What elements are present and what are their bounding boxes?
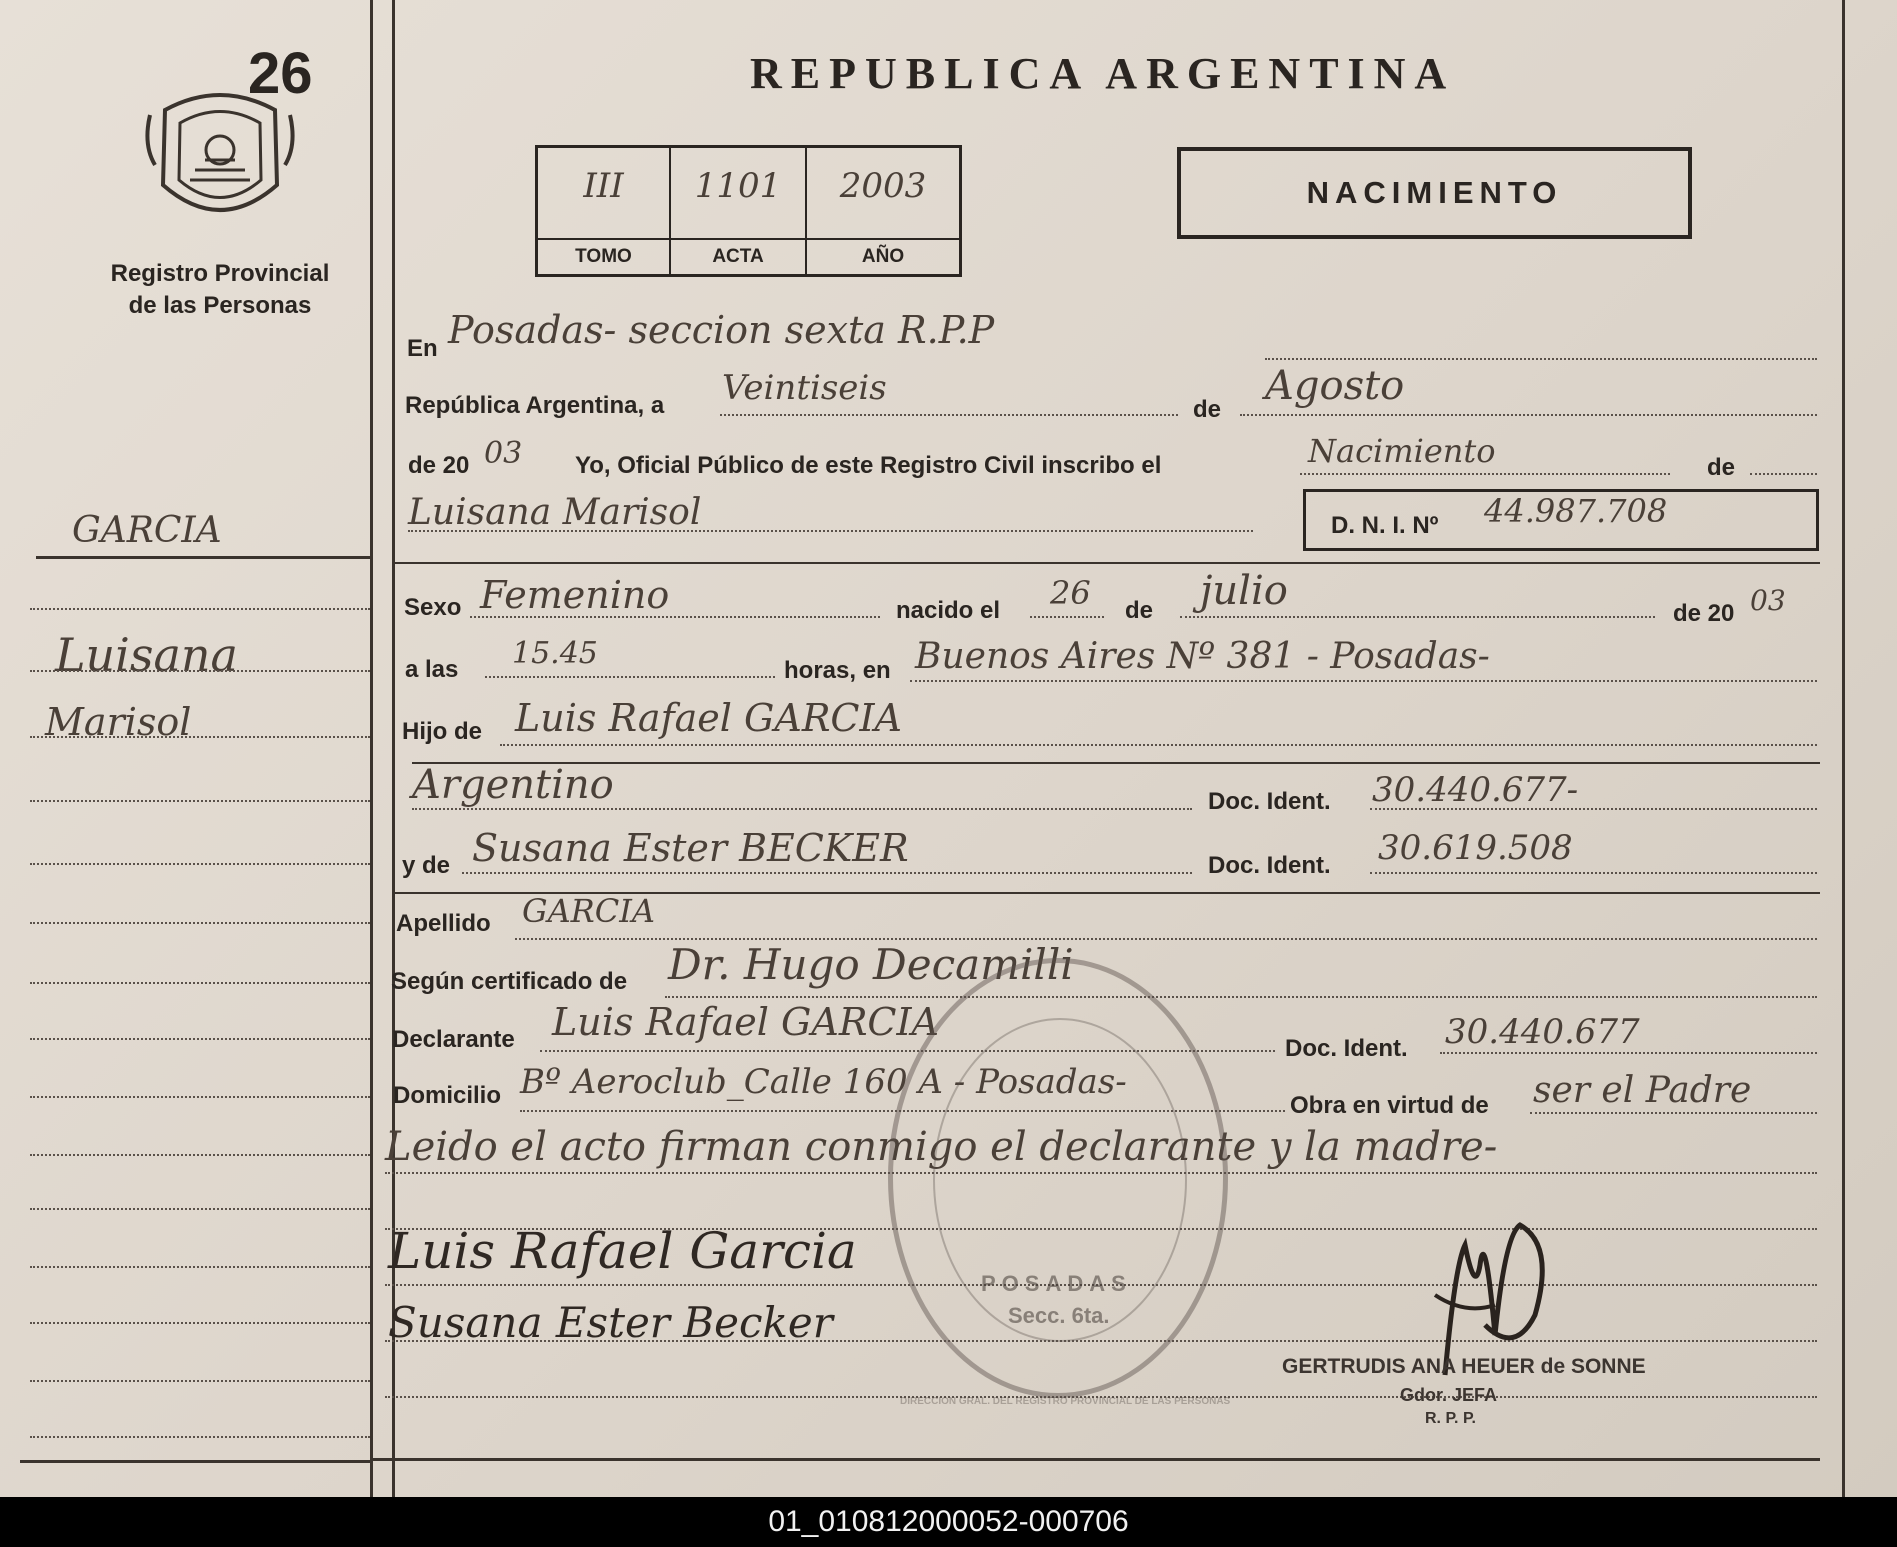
stamp-city: POSADAS <box>981 1271 1132 1296</box>
province-seal-icon <box>145 85 295 230</box>
a-las-line <box>485 676 775 678</box>
anio-label: AÑO <box>861 246 905 267</box>
margin-line <box>30 1154 370 1156</box>
nacido-line <box>1030 616 1104 618</box>
obra-value: ser el Padre <box>1533 1070 1752 1111</box>
padre-doc-label: Doc. Ident. <box>1208 788 1331 815</box>
name-value: Luisana Marisol <box>408 492 702 533</box>
nacido-de-line <box>1180 616 1655 618</box>
name-line <box>408 530 1253 532</box>
de-mes-value: Agosto <box>1265 363 1405 409</box>
hijo-de-label: Hijo de <box>402 718 483 745</box>
obra-label: Obra en virtud de <box>1290 1092 1489 1119</box>
father-signature: Luis Rafael Garcia <box>388 1222 857 1280</box>
registry-name: Registro Provincial de las Personas <box>110 260 330 319</box>
margin-line <box>30 670 370 672</box>
y-de-value: Susana Ester BECKER <box>472 826 909 870</box>
a-las-value: 15.45 <box>512 636 598 671</box>
nacido-de-label: de <box>1125 597 1154 624</box>
certificado-label: Según certificado de <box>391 968 628 995</box>
margin-bottom-rule <box>20 1460 372 1463</box>
margin-line <box>30 922 370 924</box>
de-anio-label: de 20 <box>408 452 470 479</box>
declarante-label: Declarante <box>392 1026 515 1053</box>
dni-value: 44.987.708 <box>1484 492 1668 530</box>
domicilio-label: Domicilio <box>393 1082 502 1109</box>
acta-cell <box>671 148 807 274</box>
en-value: Posadas- seccion sexta R.P.P <box>448 308 995 352</box>
margin-line <box>30 1266 370 1268</box>
yo-line <box>1300 473 1670 475</box>
margin-given-name-1: Luisana <box>55 628 238 682</box>
anio-cell <box>807 148 959 274</box>
padre-doc-value: 30.440.677- <box>1372 770 1579 810</box>
domicilio-value: Bº Aeroclub_Calle 160 A - Posadas- <box>520 1062 1127 1102</box>
republica-value: Veintiseis <box>722 368 887 408</box>
record-id-separator <box>538 238 959 240</box>
padre-doc-line <box>1370 808 1817 810</box>
padre-nacionalidad-value: Argentino <box>412 762 614 808</box>
de-mes-label: de <box>1193 396 1222 423</box>
y-de-line <box>462 872 1192 874</box>
section-rule <box>412 762 1820 764</box>
margin-line <box>30 1038 370 1040</box>
margin-line <box>30 1096 370 1098</box>
section-rule <box>392 562 1820 564</box>
nacido-anio-value: 03 <box>1750 584 1786 617</box>
horas-line <box>910 680 1817 682</box>
madre-doc-value: 30.619.508 <box>1378 828 1573 868</box>
page-number: 26 <box>248 41 313 106</box>
certificado-line <box>665 996 1817 998</box>
nacido-label: nacido el <box>896 597 1001 624</box>
horas-value: Buenos Aires Nº 381 - Posadas- <box>915 636 1490 677</box>
sexo-label: Sexo <box>404 594 462 621</box>
declarante-doc-line <box>1440 1052 1817 1054</box>
certificado-value: Dr. Hugo Decamilli <box>668 940 1074 989</box>
file-id: 01_010812000052-000706 <box>768 1505 1129 1538</box>
y-de-label: y de <box>402 852 451 879</box>
acta-label: ACTA <box>712 246 764 267</box>
sexo-line <box>470 616 880 618</box>
official-stamp <box>888 958 1228 1398</box>
dni-label: D. N. I. Nº <box>1331 512 1439 539</box>
nacido-de-value: julio <box>1200 568 1288 614</box>
officer-unit: R. P. P. <box>1425 1410 1476 1427</box>
officer-name: GERTRUDIS ANA HEUER de SONNE <box>1282 1355 1646 1378</box>
a-las-label: a las <box>405 656 459 683</box>
tomo-cell <box>538 148 671 274</box>
madre-doc-label: Doc. Ident. <box>1208 852 1331 879</box>
declarante-doc-label: Doc. Ident. <box>1285 1035 1408 1062</box>
padre-nacionalidad-line <box>412 808 1192 810</box>
hijo-de-line <box>500 744 1817 746</box>
margin-line <box>30 1208 370 1210</box>
margin-line <box>30 608 370 610</box>
margin-given-name-2: Marisol <box>45 700 192 744</box>
sexo-value: Femenino <box>480 573 670 617</box>
margin-line <box>30 1436 370 1438</box>
country-title: REPUBLICA ARGENTINA <box>750 49 1456 98</box>
declarante-value: Luis Rafael GARCIA <box>552 1000 939 1044</box>
anio-value: 2003 <box>839 166 927 206</box>
yo-value: Nacimiento <box>1308 432 1496 470</box>
horas-label: horas, en <box>784 657 891 684</box>
tomo-value: III <box>583 166 624 206</box>
de-mes-line <box>1240 414 1817 416</box>
record-id-box <box>535 145 962 277</box>
margin-line <box>30 1380 370 1382</box>
tomo-label: TOMO <box>575 246 632 267</box>
obra-line <box>1530 1112 1817 1114</box>
republica-label: República Argentina, a <box>405 392 665 419</box>
de-final-line <box>1750 473 1817 475</box>
apellido-value: GARCIA <box>522 892 655 930</box>
acta-value: 1101 <box>694 166 782 206</box>
stamp-section: Secc. 6ta. <box>1008 1303 1110 1328</box>
margin-line <box>30 736 370 738</box>
declarante-doc-value: 30.440.677 <box>1445 1012 1640 1052</box>
dni-box <box>1303 489 1819 551</box>
madre-doc-line <box>1370 872 1817 874</box>
margin-divider <box>370 0 373 1497</box>
margin-line <box>30 800 370 802</box>
de-anio-value: 03 <box>484 436 523 471</box>
margin-line <box>30 982 370 984</box>
apellido-label: Apellido <box>396 910 491 937</box>
margin-rule <box>36 556 372 559</box>
mother-signature: Susana Ester Becker <box>388 1298 833 1347</box>
scan-footer <box>0 1497 1897 1547</box>
yo-label: Yo, Oficial Público de este Registro Civil inscribo el <box>575 452 1162 479</box>
bottom-rule <box>370 1458 1820 1461</box>
en-label: En <box>407 335 438 362</box>
hijo-de-value: Luis Rafael GARCIA <box>515 696 902 740</box>
republica-line <box>720 414 1178 416</box>
de-final-label: de <box>1707 454 1736 481</box>
nacido-anio-label: de 20 <box>1673 600 1735 627</box>
right-border <box>1842 0 1845 1497</box>
margin-surname: GARCIA <box>72 510 222 551</box>
stamp-ring-text: DIRECCION GRAL. DEL REGISTRO PROVINCIAL DE LAS PERSONAS <box>900 1396 1230 1407</box>
margin-line <box>30 1322 370 1324</box>
record-type-box: NACIMIENTO <box>1177 147 1692 239</box>
officer-title: Gdor. JEFA <box>1400 1385 1498 1405</box>
en-line <box>1265 358 1817 360</box>
leido-value: Leido el acto firman conmigo el declarante y la madre- <box>385 1124 1498 1170</box>
nacido-value: 26 <box>1050 574 1091 612</box>
margin-line <box>30 863 370 865</box>
